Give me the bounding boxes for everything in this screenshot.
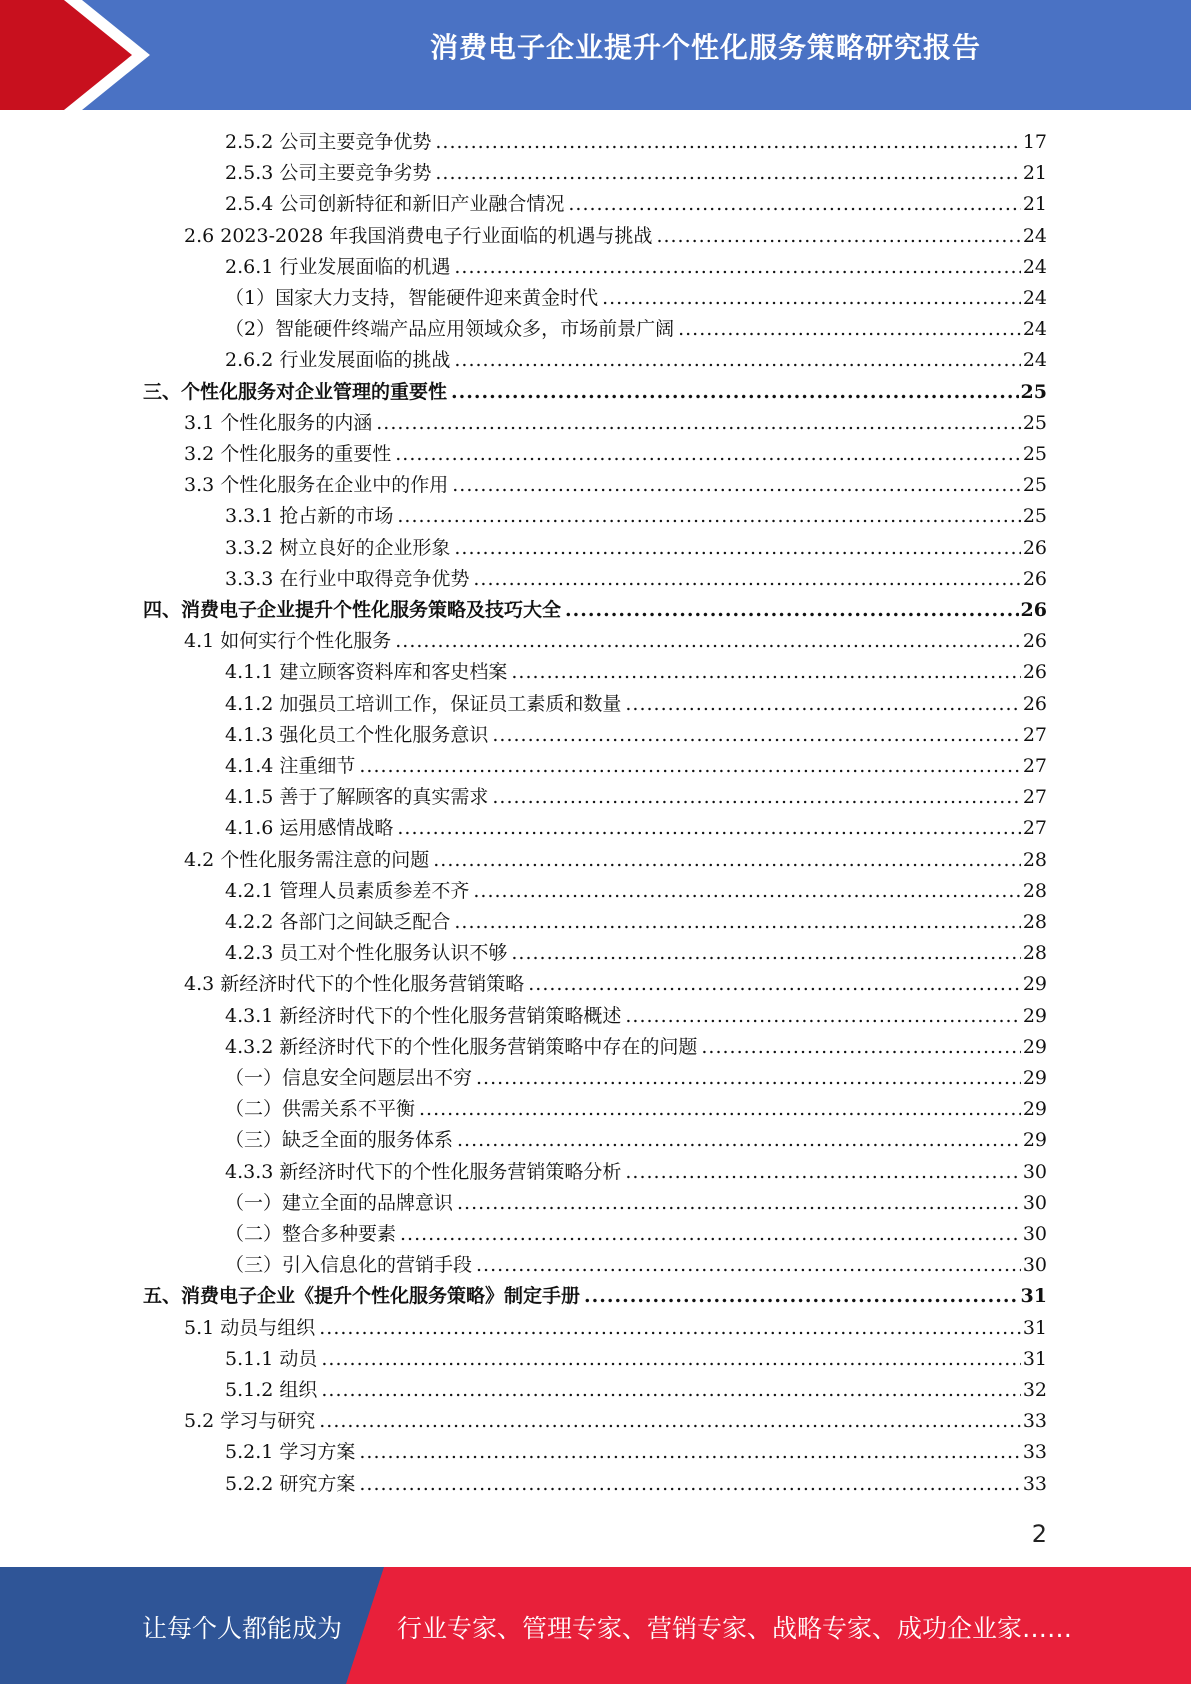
- toc-dot-leader: [476, 1250, 1021, 1281]
- toc-entry[interactable]: [225, 813, 1047, 844]
- toc-dot-leader: [419, 1094, 1021, 1125]
- toc-dot-leader: [511, 938, 1020, 969]
- toc-entry[interactable]: [143, 1281, 1047, 1312]
- toc-entry[interactable]: [225, 283, 1047, 314]
- toc-dot-leader: [565, 595, 1019, 626]
- toc-entry[interactable]: [184, 845, 1047, 876]
- toc-dot-leader: [359, 1437, 1020, 1468]
- toc-entry[interactable]: [143, 377, 1047, 408]
- toc-entry-page: 29: [1022, 1067, 1047, 1089]
- toc-dot-leader: [397, 501, 1020, 532]
- toc-entry[interactable]: [225, 127, 1047, 158]
- page-number: 2: [1031, 1520, 1047, 1548]
- toc-entry-title: 4.3 新经济时代下的个性化服务营销策略: [184, 973, 525, 996]
- toc-dot-leader: [568, 189, 1020, 220]
- toc-dot-leader: [476, 1063, 1021, 1094]
- toc-entry-title: 2.5.2 公司主要竞争优势: [225, 131, 432, 153]
- report-footer: [0, 1567, 1191, 1684]
- toc-entry[interactable]: [225, 501, 1047, 532]
- toc-entry-title: 3.3.1 抢占新的市场: [225, 505, 394, 528]
- toc-entry-page: 31: [1020, 1285, 1047, 1308]
- toc-entry-title: 五、消费电子企业《提升个性化服务策略》制定手册: [143, 1285, 581, 1308]
- toc-dot-leader: [319, 1406, 1021, 1437]
- toc-entry-page: 27: [1022, 723, 1047, 746]
- toc-entry-page: 24: [1022, 349, 1047, 372]
- toc-entry-page: 24: [1022, 318, 1047, 341]
- toc-entry-page: 33: [1022, 1472, 1047, 1495]
- toc-dot-leader: [319, 1313, 1021, 1344]
- toc-entry-title: 3.3.3 在行业中取得竞争优势: [225, 567, 470, 590]
- toc-dot-leader: [678, 314, 1021, 345]
- toc-entry-page: 24: [1022, 255, 1047, 278]
- toc-entry[interactable]: [225, 314, 1047, 345]
- toc-entry-title: 5.2.2 研究方案: [225, 1472, 356, 1495]
- toc-entry-page: 28: [1022, 942, 1047, 965]
- toc-dot-leader: [528, 969, 1021, 1000]
- toc-entry[interactable]: [225, 907, 1047, 938]
- toc-entry-title: 5.1.2 组织: [225, 1379, 318, 1401]
- toc-dot-leader: [454, 533, 1020, 564]
- footer-slogan: 让每个人都能成为: [142, 1614, 343, 1643]
- toc-entry[interactable]: [225, 564, 1047, 595]
- toc-entry[interactable]: [225, 1344, 1047, 1375]
- toc-entry[interactable]: [225, 1001, 1047, 1032]
- toc-entry-page: 30: [1022, 1191, 1047, 1214]
- toc-entry[interactable]: [225, 1375, 1047, 1406]
- toc-dot-leader: [395, 439, 1021, 470]
- toc-dot-leader: [602, 283, 1021, 314]
- toc-entry-page: 26: [1022, 567, 1047, 590]
- toc-entry-title: 三、个性化服务对企业管理的重要性: [143, 380, 448, 403]
- toc-dot-leader: [473, 564, 1020, 595]
- toc-entry-page: 26: [1020, 599, 1047, 621]
- toc-dot-leader: [359, 751, 1020, 782]
- toc-entry[interactable]: [225, 1469, 1047, 1500]
- toc-entry-page: 29: [1022, 1035, 1047, 1058]
- toc-entry[interactable]: [184, 626, 1047, 657]
- toc-entry-page: 28: [1022, 848, 1047, 871]
- toc-entry-title: （一）信息安全问题层出不穷: [225, 1067, 473, 1089]
- toc-entry-title: 4.1.3 强化员工个性化服务意识: [225, 723, 489, 746]
- toc-entry[interactable]: [225, 720, 1047, 751]
- toc-dot-leader: [359, 1469, 1020, 1500]
- toc-entry-title: 4.2.1 管理人员素质参差不齐: [225, 879, 470, 902]
- toc-entry[interactable]: [184, 969, 1047, 1000]
- toc-entry-page: 26: [1022, 536, 1047, 559]
- toc-dot-leader: [701, 1032, 1020, 1063]
- toc-entry[interactable]: [184, 1313, 1047, 1344]
- toc-dot-leader: [492, 720, 1020, 751]
- toc-dot-leader: [457, 1188, 1021, 1219]
- toc-entry-title: 4.1.5 善于了解顾客的真实需求: [225, 786, 489, 809]
- toc-entry[interactable]: [225, 1437, 1047, 1468]
- toc-entry-title: 3.2 个性化服务的重要性: [184, 443, 392, 465]
- toc-entry-title: 5.1 动员与组织: [184, 1316, 316, 1339]
- toc-entry-page: 27: [1022, 786, 1047, 809]
- toc-entry-page: 30: [1022, 1223, 1047, 1245]
- toc-entry[interactable]: [225, 252, 1047, 283]
- report-header: [0, 0, 1191, 110]
- toc-entry[interactable]: [184, 1406, 1047, 1437]
- toc-entry-title: （二）供需关系不平衡: [225, 1098, 416, 1121]
- toc-entry-title: （三）缺乏全面的服务体系: [225, 1129, 454, 1152]
- toc-entry-page: 26: [1022, 661, 1047, 684]
- toc-entry[interactable]: [143, 595, 1047, 626]
- toc-entry-title: 5.2.1 学习方案: [225, 1441, 356, 1464]
- toc-dot-leader: [452, 470, 1021, 501]
- toc-entry[interactable]: [225, 782, 1047, 813]
- toc-entry-title: 4.1.6 运用感情战略: [225, 817, 394, 840]
- toc-entry-title: （1）国家大力支持，智能硬件迎来黄金时代: [225, 287, 599, 309]
- toc-entry[interactable]: [184, 221, 1047, 252]
- toc-entry[interactable]: [225, 1157, 1047, 1188]
- toc-entry[interactable]: [225, 938, 1047, 969]
- toc-entry-page: 21: [1022, 162, 1047, 185]
- toc-entry[interactable]: [225, 1125, 1047, 1156]
- toc-entry-page: 28: [1022, 879, 1047, 902]
- toc-entry-page: 25: [1022, 505, 1047, 528]
- toc-entry-title: 2.6.1 行业发展面临的机遇: [225, 255, 451, 278]
- toc-entry-title: （一）建立全面的品牌意识: [225, 1191, 454, 1214]
- toc-entry-title: 4.2 个性化服务需注意的问题: [184, 848, 430, 871]
- toc-entry-page: 29: [1022, 1129, 1047, 1152]
- toc-entry-page: 31: [1022, 1316, 1047, 1339]
- toc-dot-leader: [454, 345, 1020, 376]
- toc-entry-title: 5.1.1 动员: [225, 1347, 318, 1370]
- toc-dot-leader: [511, 657, 1020, 688]
- toc-dot-leader: [397, 813, 1020, 844]
- toc-dot-leader: [625, 1157, 1020, 1188]
- toc-entry-title: 4.2.2 各部门之间缺乏配合: [225, 911, 451, 933]
- toc-entry[interactable]: [184, 408, 1047, 439]
- toc-entry-title: （二）整合多种要素: [225, 1223, 397, 1245]
- toc-entry[interactable]: [225, 1250, 1047, 1281]
- toc-entry[interactable]: [184, 470, 1047, 501]
- toc-dot-leader: [395, 626, 1021, 657]
- toc-entry-title: 4.3.1 新经济时代下的个性化服务营销策略概述: [225, 1004, 622, 1027]
- toc-entry-title: 4.1.2 加强员工培训工作，保证员工素质和数量: [225, 692, 622, 715]
- toc-entry-title: 四、消费电子企业提升个性化服务策略及技巧大全: [143, 599, 562, 621]
- toc-dot-leader: [321, 1344, 1020, 1375]
- toc-entry[interactable]: [225, 158, 1047, 189]
- toc-dot-leader: [451, 377, 1019, 408]
- toc-dot-leader: [473, 876, 1020, 907]
- toc-entry-title: 3.3.2 树立良好的企业形象: [225, 536, 451, 559]
- toc-dot-leader: [400, 1219, 1021, 1250]
- toc-dot-leader: [625, 1001, 1020, 1032]
- toc-entry[interactable]: [225, 1032, 1047, 1063]
- toc-entry-page: 32: [1022, 1379, 1047, 1401]
- toc-entry-title: 2.5.3 公司主要竞争劣势: [225, 162, 432, 185]
- toc-dot-leader: [457, 1125, 1021, 1156]
- toc-entry-page: 33: [1022, 1441, 1047, 1464]
- toc-entry-page: 24: [1022, 224, 1047, 247]
- toc-dot-leader: [584, 1281, 1019, 1312]
- toc-entry-title: 3.3 个性化服务在企业中的作用: [184, 474, 449, 497]
- toc-dot-leader: [435, 127, 1020, 158]
- toc-dot-leader: [433, 845, 1021, 876]
- toc-entry-title: 4.2.3 员工对个性化服务认识不够: [225, 942, 508, 965]
- toc-entry[interactable]: [225, 751, 1047, 782]
- toc-entry[interactable]: [225, 876, 1047, 907]
- toc-entry-page: 24: [1022, 287, 1047, 309]
- toc-entry[interactable]: [225, 345, 1047, 376]
- toc-entry-page: 29: [1022, 1098, 1047, 1121]
- toc-entry[interactable]: [225, 1219, 1047, 1250]
- toc-entry-title: 4.1 如何实行个性化服务: [184, 630, 392, 653]
- toc-entry-page: 26: [1022, 630, 1047, 653]
- toc-dot-leader: [625, 689, 1020, 720]
- toc-dot-leader: [321, 1375, 1020, 1406]
- toc-dot-leader: [454, 252, 1020, 283]
- toc-entry-page: 25: [1022, 411, 1047, 434]
- toc-entry[interactable]: [225, 1188, 1047, 1219]
- toc-entry[interactable]: [225, 657, 1047, 688]
- toc-entry-page: 25: [1022, 443, 1047, 465]
- toc-entry-page: 33: [1022, 1410, 1047, 1433]
- toc-entry-page: 25: [1020, 380, 1047, 403]
- toc-entry-page: 28: [1022, 911, 1047, 933]
- toc-entry-title: 2.5.4 公司创新特征和新旧产业融合情况: [225, 193, 565, 216]
- toc-entry-page: 29: [1022, 973, 1047, 996]
- toc-entry-page: 21: [1022, 193, 1047, 216]
- report-title: 消费电子企业提升个性化服务策略研究报告: [429, 31, 981, 64]
- toc-entry[interactable]: [225, 1094, 1047, 1125]
- toc-entry-title: 4.1.1 建立顾客资料库和客史档案: [225, 661, 508, 684]
- toc-entry-title: （2）智能硬件终端产品应用领域众多，市场前景广阔: [225, 318, 675, 341]
- toc-entry-title: 4.3.2 新经济时代下的个性化服务营销策略中存在的问题: [225, 1035, 698, 1058]
- toc-entry[interactable]: [225, 189, 1047, 220]
- toc-dot-leader: [454, 907, 1020, 938]
- toc-entry-title: 4.1.4 注重细节: [225, 755, 356, 777]
- toc-entry[interactable]: [225, 689, 1047, 720]
- toc-entry-page: 29: [1022, 1004, 1047, 1027]
- toc-entry-page: 30: [1022, 1254, 1047, 1277]
- toc-entry-title: 4.3.3 新经济时代下的个性化服务营销策略分析: [225, 1160, 622, 1183]
- toc-entry-title: 5.2 学习与研究: [184, 1410, 316, 1433]
- toc-entry-title: 2.6 2023-2028 年我国消费电子行业面临的机遇与挑战: [184, 224, 653, 247]
- toc-dot-leader: [376, 408, 1021, 439]
- toc-entry-page: 27: [1022, 817, 1047, 840]
- toc-entry-page: 17: [1022, 131, 1047, 153]
- toc-entry-page: 30: [1022, 1160, 1047, 1183]
- toc-entry-title: 2.6.2 行业发展面临的挑战: [225, 349, 451, 372]
- toc-entry[interactable]: [225, 1063, 1047, 1094]
- toc-entry-page: 26: [1022, 692, 1047, 715]
- toc-entry-title: （三）引入信息化的营销手段: [225, 1254, 473, 1277]
- toc-dot-leader: [492, 782, 1020, 813]
- toc-entry-page: 31: [1022, 1347, 1047, 1370]
- toc-dot-leader: [656, 221, 1020, 252]
- toc-entry[interactable]: [225, 533, 1047, 564]
- toc-entry-title: 3.1 个性化服务的内涵: [184, 411, 373, 434]
- toc-entry-page: 25: [1022, 474, 1047, 497]
- footer-roles: 行业专家、管理专家、营销专家、战略专家、成功企业家……: [397, 1614, 1073, 1643]
- toc-entry-page: 27: [1022, 755, 1047, 777]
- toc-entry[interactable]: [184, 439, 1047, 470]
- toc-dot-leader: [435, 158, 1020, 189]
